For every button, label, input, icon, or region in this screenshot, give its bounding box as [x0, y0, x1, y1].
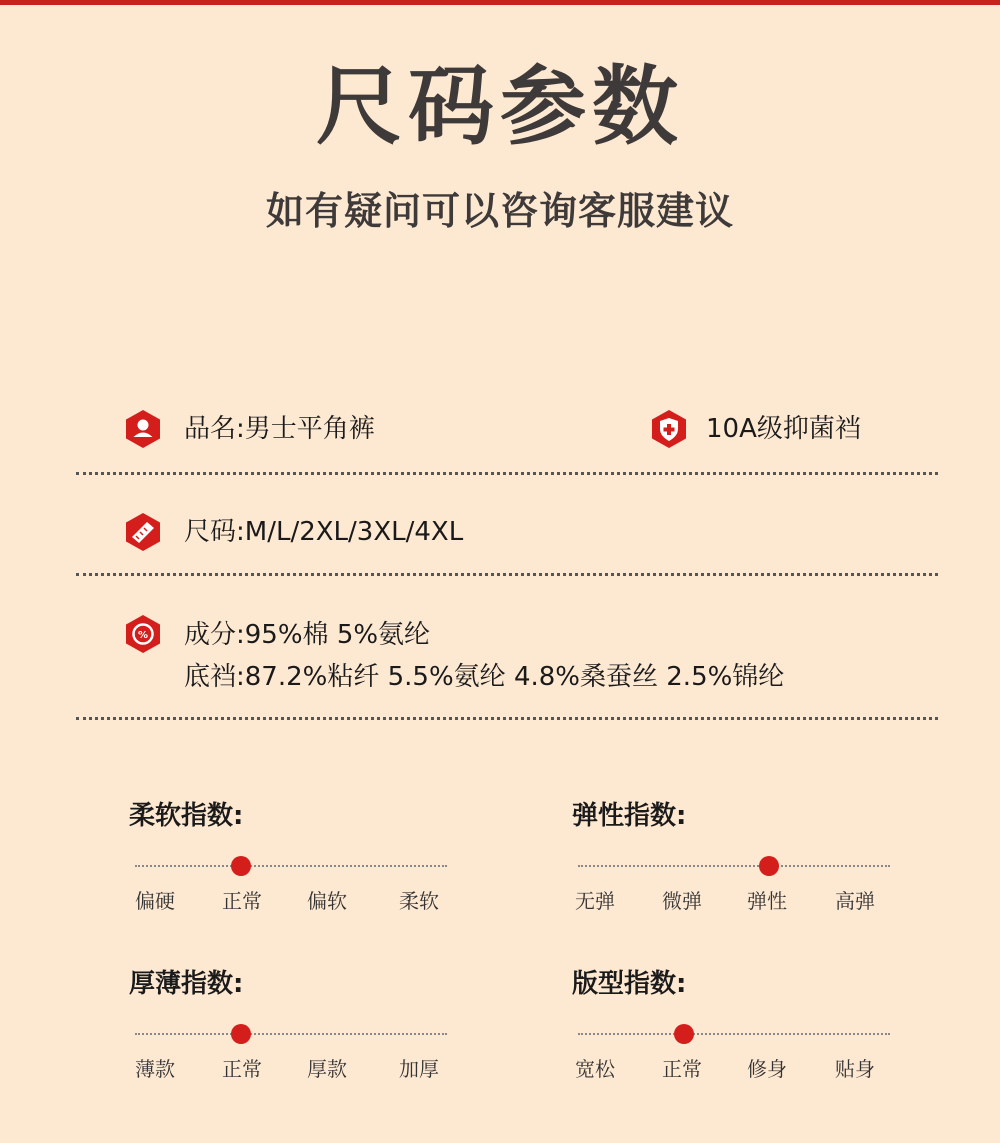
percent-icon	[124, 614, 162, 654]
ruler-icon	[124, 512, 162, 552]
scale-label: 偏软	[307, 889, 347, 913]
scale-label: 微弹	[662, 889, 702, 913]
divider	[76, 717, 938, 720]
shield-cross-icon	[650, 409, 688, 449]
fit-indicator	[674, 1024, 694, 1044]
elasticity-scale	[578, 865, 890, 867]
thickness-indicator	[231, 1024, 251, 1044]
elasticity-index-title: 弹性指数:	[572, 801, 687, 831]
composition-gusset: 底裆:87.2%粘纤 5.5%氨纶 4.8%桑蚕丝 2.5%锦纶	[184, 662, 785, 692]
fit-index-title: 版型指数:	[572, 969, 687, 999]
scale-label: 薄款	[135, 1057, 175, 1081]
scale-label: 弹性	[747, 889, 787, 913]
scale-label: 正常	[662, 1057, 702, 1081]
scale-label: 无弹	[575, 889, 615, 913]
scale-label: 高弹	[835, 889, 875, 913]
svg-text:%: %	[137, 630, 149, 641]
scale-label: 正常	[222, 889, 262, 913]
page-title: 尺码参数	[316, 57, 684, 157]
person-icon	[124, 409, 162, 449]
scale-label: 厚款	[307, 1057, 347, 1081]
product-name: 品名:男士平角裤	[184, 414, 375, 444]
size-range: 尺码:M/L/2XL/3XL/4XL	[184, 517, 464, 547]
softness-index-title: 柔软指数:	[129, 801, 244, 831]
thickness-index-title: 厚薄指数:	[129, 969, 244, 999]
scale-label: 贴身	[835, 1057, 875, 1081]
softness-scale	[135, 865, 447, 867]
scale-label: 柔软	[399, 889, 439, 913]
page-subtitle: 如有疑问可以咨询客服建议	[265, 189, 734, 233]
composition-main: 成分:95%棉 5%氨纶	[184, 620, 431, 650]
elasticity-indicator	[759, 856, 779, 876]
scale-label: 加厚	[399, 1057, 439, 1081]
top-accent-bar	[0, 0, 1000, 5]
softness-indicator	[231, 856, 251, 876]
scale-label: 宽松	[575, 1057, 615, 1081]
fit-scale	[578, 1033, 890, 1035]
divider	[76, 472, 938, 475]
scale-label: 偏硬	[135, 889, 175, 913]
scale-label: 正常	[222, 1057, 262, 1081]
divider	[76, 573, 938, 576]
scale-label: 修身	[747, 1057, 787, 1081]
antibacterial-feature: 10A级抑菌裆	[706, 414, 861, 444]
thickness-scale	[135, 1033, 447, 1035]
